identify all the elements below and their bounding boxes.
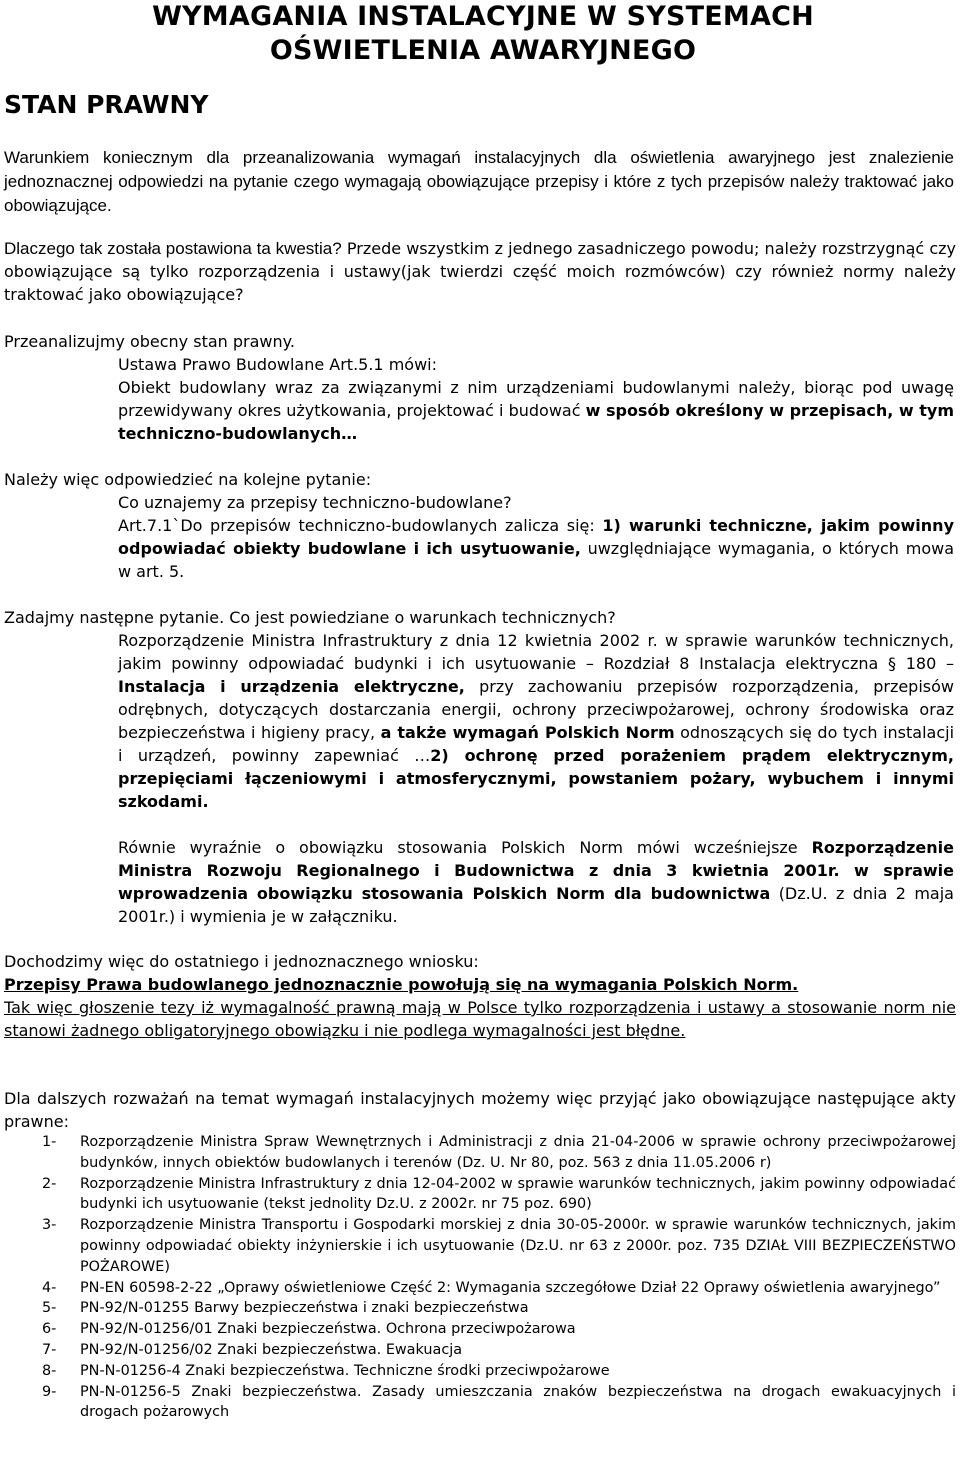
art7-paragraph: [118, 514, 954, 583]
why-answer: Przede wszystkim z jednego zasadniczego powodu; należy rozstrzygnąć czy obowiązujące są tylko rozporządzenia i ustawy(jak twierdzi część moich rozmówców) czy również normy należy traktować jako obowiązujące?: [4, 239, 957, 304]
reg2-text-2: (Dz.U. z dnia 2 maja 2001r.) i wymienia je w załączniku.: [118, 884, 954, 926]
section-heading: STAN PRAWNY: [4, 90, 209, 119]
law-quote: [118, 376, 954, 445]
why-paragraph: [4, 237, 956, 306]
next-question-2: Zadajmy następne pytanie. Co jest powiedziane o warunkach technicznych?: [4, 608, 616, 627]
list-item-text: PN-EN 60598-2-22 „Oprawy oświetleniowe Część 2: Wymagania szczegółowe Dział 22 Oprawy oświetlenia awaryjnego”: [80, 1279, 941, 1296]
reg-bold-3: 2) ochronę przed porażeniem prądem elektrycznym, przepięciami łączeniowymi i atmosferycznymi, powstaniem pożary, wybuchem i innymi szkodami.: [118, 746, 954, 811]
list-item: [4, 1278, 956, 1299]
regulation-2-paragraph: [118, 836, 954, 928]
list-item-text: Rozporządzenie Ministra Infrastruktury z dnia 12-04-2002 w sprawie warunków technicznych, jakim powinny odpowiadać budynki ich usytuowanie (tekst jednolity Dz.U. z 2002r. nr 75 poz. 690): [80, 1175, 956, 1213]
list-item-number: 2-: [42, 1175, 57, 1192]
list-item: [4, 1132, 956, 1174]
list-item: [4, 1382, 956, 1424]
art7-bold: 1) warunki techniczne, jakim powinny odpowiadać obiekty budowlane i ich usytuowanie,: [118, 516, 955, 558]
list-item-number: 9-: [42, 1383, 57, 1400]
conclusion-bold: Przepisy Prawa budowlanego jednoznacznie powołują się na wymagania Polskich Norm.: [4, 975, 799, 994]
list-item: [4, 1361, 956, 1382]
reg-text-1: Rozporządzenie Ministra Infrastruktury z dnia 12 kwietnia 2002 r. w sprawie warunków technicznych, jakim powinny odpowiadać budynki i ich usytuowanie – Rozdział 8 Instalacja elektryczna § 180 –: [118, 631, 954, 673]
list-item-text: PN-N-01256-4 Znaki bezpieczeństwa. Techniczne środki przeciwpożarowe: [80, 1362, 610, 1379]
why-question: Dlaczego tak została postawiona ta kwestia?: [4, 239, 342, 258]
art7-text-c: uwzględniające wymagania, o których mowa w art. 5.: [118, 539, 955, 581]
list-item: [4, 1174, 956, 1216]
regulation-paragraph: [118, 629, 954, 813]
title-line-1: WYMAGANIA INSTALACYJNE W SYSTEMACH: [152, 1, 814, 32]
list-item: [4, 1340, 956, 1361]
conclusion-underlined: Tak więc głoszenie tezy iż wymagalność prawną mają w Polsce tylko rozporządzenia i ustawy a stosowanie norm nie stanowi żadnego obligatoryjnego obowiązku i nie podlega wymagalności jest błędne.: [4, 998, 956, 1040]
list-item: [4, 1215, 956, 1277]
list-item-number: 6-: [42, 1321, 57, 1338]
list-item-text: Rozporządzenie Ministra Transportu i Gospodarki morskiej z dnia 30-05-2000r. w sprawie warunków technicznych, jakim powinny odpowiadać obiekty inżynierskie i ich usytuowanie (Dz.U. nr 63 z 2000r. poz. 735 DZIAŁ VIII BEZPIECZEŃSTWO POŻAROWE): [80, 1217, 956, 1275]
list-item-number: 5-: [42, 1300, 57, 1317]
page-title: [118, 0, 848, 68]
conclusion-intro: Dochodzimy więc do ostatniego i jednoznacznego wniosku:: [4, 952, 479, 971]
art7-text-a: Art.7.1`Do przepisów techniczno-budowlanych zalicza się:: [118, 516, 603, 535]
title-line-2: OŚWIETLENIA AWARYJNEGO: [269, 35, 697, 66]
law-quote-text: Obiekt budowlany wraz za związanymi z nim urządzeniami budowlanymi należy, biorąc pod uwagę przewidywany okres użytkowania, projektować i budować: [118, 378, 954, 420]
next-question: Należy więc odpowiedzieć na kolejne pytanie:: [4, 470, 372, 489]
acts-list: [4, 1132, 956, 1423]
list-item-number: 3-: [42, 1217, 57, 1234]
list-item-number: 4-: [42, 1279, 57, 1296]
list-item-number: 7-: [42, 1341, 57, 1358]
reg-bold-1: Instalacja i urządzenia elektryczne,: [118, 677, 465, 696]
list-item-text: PN-92/N-01255 Barwy bezpieczeństwa i znaki bezpieczeństwa: [80, 1300, 529, 1317]
list-item-text: PN-92/N-01256/01 Znaki bezpieczeństwa. Ochrona przeciwpożarowa: [80, 1321, 576, 1338]
reg2-text-1: Równie wyraźnie o obowiązku stosowania Polskich Norm mówi wcześniejsze: [118, 838, 812, 857]
analyze-paragraph: Przeanalizujmy obecny stan prawny.: [4, 332, 295, 351]
conclusion-paragraph: [4, 950, 956, 1042]
reg-bold-2: a także wymagań Polskich Norm: [380, 723, 675, 742]
further-paragraph: Dla dalszych rozważań na temat wymagań instalacyjnych możemy więc przyjąć jako obowiązujące następujące akty prawne:: [4, 1089, 956, 1131]
reg-text-2: przy zachowaniu przepisów rozporządzenia, przepisów odrębnych, dotyczących dostarczania energii, ochrony przeciwpożarowej, ochrony środowiska oraz bezpieczeństwa i higieny pracy,: [118, 677, 954, 742]
list-item: [4, 1298, 956, 1319]
list-item-text: PN-N-01256-5 Znaki bezpieczeństwa. Zasady umieszczania znaków bezpieczeństwa na drogach ewakuacyjnych i drogach pożarowych: [80, 1383, 956, 1421]
law-quote-bold: w sposób określony w przepisach, w tym techniczno-budowlanych…: [118, 401, 954, 443]
list-item-text: PN-92/N-01256/02 Znaki bezpieczeństwa. Ewakuacja: [80, 1341, 463, 1358]
reg2-bold: Rozporządzenie Ministra Rozwoju Regionalnego i Budownictwa z dnia 3 kwietnia 2001r. w sprawie wprowadzenia obowiązku stosowania Polskich Norm dla budownictwa: [118, 838, 954, 903]
law-reference: Ustawa Prawo Budowlane Art.5.1 mówi:: [118, 355, 437, 374]
list-item-number: 1-: [42, 1134, 57, 1150]
list-item-text: Rozporządzenie Ministra Spraw Wewnętrznych i Administracji z dnia 21-04-2006 w sprawie ochrony przeciwpożarowej budynków, innych obiektów budowlanych i terenów (Dz. U. Nr 80, poz. 563 z dnia 11.05.2006 r): [80, 1134, 956, 1171]
intro-paragraph: Warunkiem koniecznym dla przeanalizowania wymagań instalacyjnych dla oświetlenia awaryjnego jest znalezienie jednoznacznej odpowiedzi na pytanie czego wymagają obowiązujące przepisy i które z tych przepisów należy traktować jako obowiązujące.: [4, 148, 954, 215]
list-item: [4, 1319, 956, 1340]
reg-text-3: odnoszących się do tych instalacji i urządzeń, powinny zapewniać …: [118, 723, 955, 765]
regs-question: Co uznajemy za przepisy techniczno-budowlane?: [118, 493, 512, 512]
list-item-number: 8-: [42, 1362, 57, 1379]
